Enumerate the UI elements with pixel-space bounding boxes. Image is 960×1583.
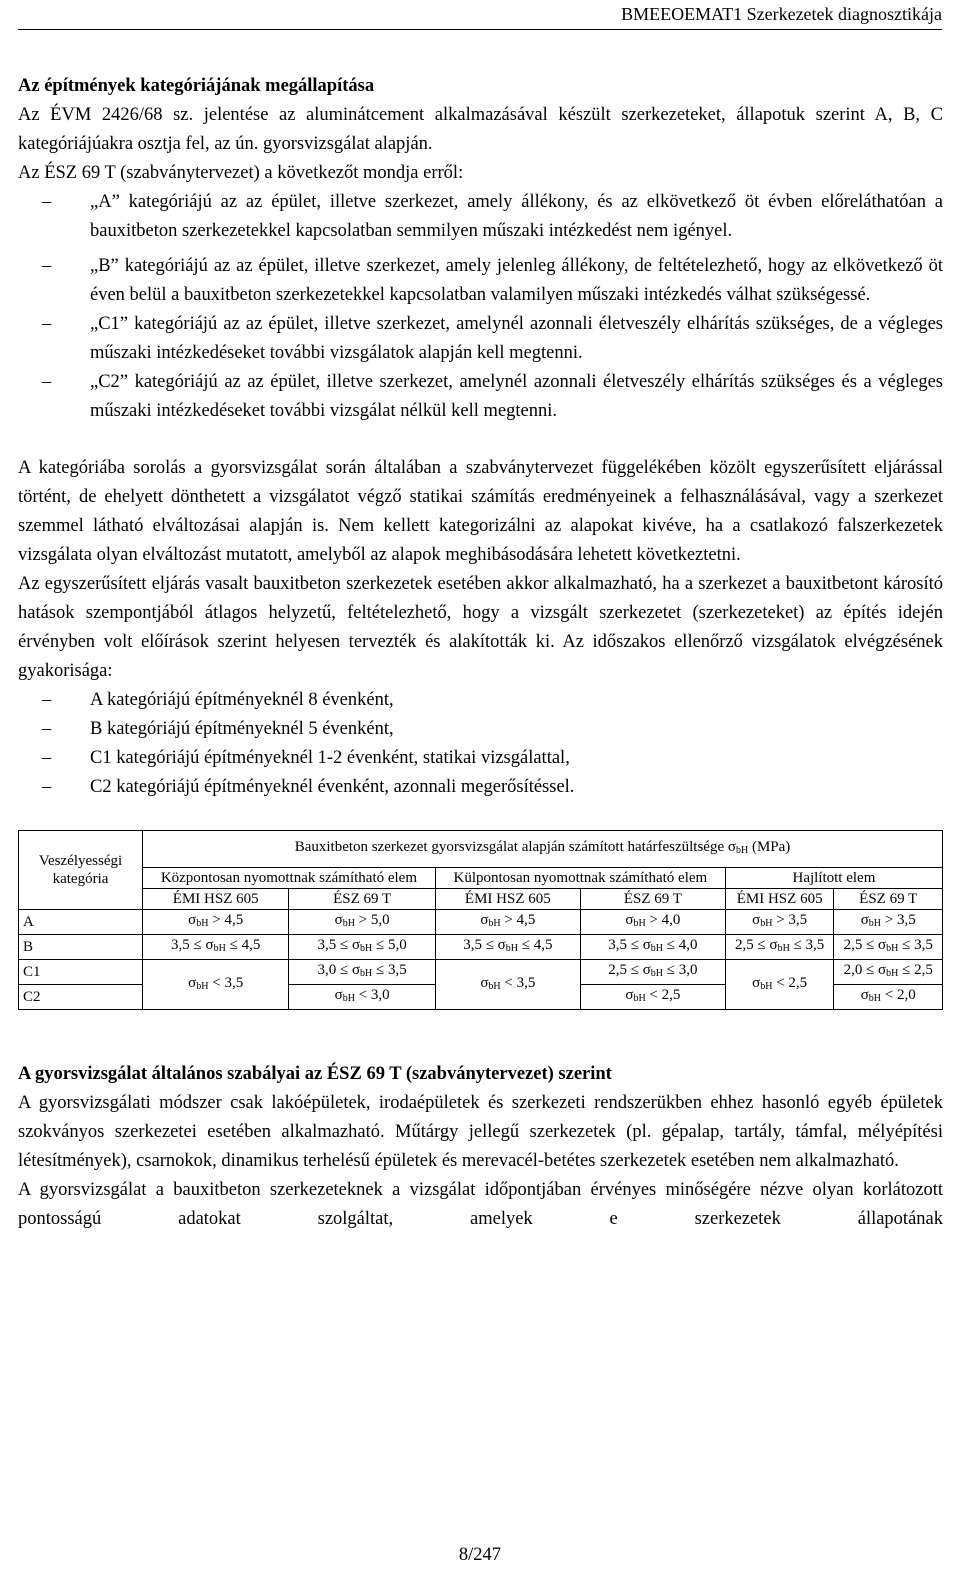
dash-marker: – [42, 372, 52, 392]
dash-marker: – [42, 314, 52, 334]
table-cell: $\sigma_{bH} > 4,5$ [435, 910, 580, 935]
list-item-text: „C2” kategóriájú az az épület, illetve szerkezet, amelynél azonnali életveszély elhárítás szükséges és a végleges műszaki intézkedéseket további vizsgálat nélkül kell megtenni. [90, 372, 943, 421]
row-label: C1 [19, 960, 143, 985]
standard-header: ÉSZ 69 T [834, 889, 943, 910]
dash-marker: – [42, 719, 52, 739]
dash-marker: – [42, 777, 52, 797]
row-label: C2 [19, 985, 143, 1010]
intro-sentence: Az ÉSZ 69 T (szabványtervezet) a következőt mondja erről: [18, 163, 464, 183]
table-cell: $\sigma_{bH} < 2,0$ [834, 985, 943, 1010]
table-cell: $2,5 \le \sigma_{bH} \le 3,5$ [834, 935, 943, 960]
table-row [19, 960, 943, 985]
dash-marker: – [42, 256, 52, 276]
body-paragraph: Az egyszerűsített eljárás vasalt bauxitbeton szerkezetek esetében akkor alkalmazható, ha a szerkezet a bauxitbetont károsító hatások szempontjából átlagos helyzetű, feltételezhető, hogy a vizsgált szerkezetet (szerkezeteket) az építés idején érvényben volt előírások szerint helyesen tervezték és alakították ki. Az időszakos ellenőrző vizsgálatok elvégzésének gyakorisága: [18, 574, 943, 681]
table-cell: $\sigma_{bH} > 4,0$ [580, 910, 725, 935]
dash-marker: – [42, 192, 52, 212]
list-item-text: B kategóriájú építményeknél 5 évenként, [90, 719, 394, 739]
list-item [18, 188, 943, 246]
list-item [18, 310, 943, 368]
table-main-header: Bauxitbeton szerkezet gyorsvizsgálat alapján számított határfeszültsége $\sigma_{bH}$ (MPa) [143, 831, 943, 868]
list-item-text: „B” kategóriájú az az épület, illetve szerkezet, amely jelenleg állékony, de feltételezhető, hogy az elkövetkező öt éven belül a bauxitbeton szerkezetekkel kapcsolatban valamilyen műszaki intézkedés válhat szükségessé. [90, 256, 943, 305]
table-cell: $2,0 \le \sigma_{bH} \le 2,5$ [834, 960, 943, 985]
dash-marker: – [42, 690, 52, 710]
list-item-text: A kategóriájú építményeknél 8 évenként, [90, 690, 394, 710]
category-list [18, 188, 943, 426]
list-item [18, 744, 943, 773]
list-item [18, 773, 943, 802]
list-item-text: C2 kategóriájú építményeknél évenként, azonnali megerősítéssel. [90, 777, 575, 797]
standard-header: ÉMI HSZ 605 [435, 889, 580, 910]
list-item-text: C1 kategóriájú építményeknél 1-2 évenként, statikai vizsgálattal, [90, 748, 570, 768]
table-row [19, 910, 943, 935]
standard-header: ÉSZ 69 T [289, 889, 435, 910]
list-item [18, 686, 943, 715]
dash-marker: – [42, 748, 52, 768]
frequency-list [18, 686, 943, 802]
page-content [18, 72, 943, 1234]
list-item [18, 715, 943, 744]
standard-header: ÉMI HSZ 605 [725, 889, 834, 910]
body-paragraph: A gyorsvizsgálati módszer csak lakóépületek, irodaépületek és szerkezeti rendszerükben ehhez hasonló egyéb épületek szokványos szerkezetei esetében alkalmazható. Műtárgy jellegű szerkezetek (pl. gépalap, tartály, támfal, mélyépítési létesítmények), csarnokok, dinamikus terhelésű épületek és merevacél-betétes szerkezetek esetében nem alkalmazható. [18, 1093, 943, 1171]
body-paragraph: A gyorsvizsgálat a bauxitbeton szerkezeteknek a vizsgálat időpontjában érvényes minőségére nézve olyan korlátozott pontosságú adatokat szolgáltat, amelyek e szerkezetek állapotának [18, 1180, 943, 1229]
table-cell: $\sigma_{bH} > 3,5$ [834, 910, 943, 935]
table-cell: $\sigma_{bH} > 4,5$ [143, 910, 289, 935]
body-paragraph: A kategóriába sorolás a gyorsvizsgálat során általában a szabványtervezet függelékében közölt egyszerűsített eljárással történt, de ehelyett dönthetett a vizsgálatot végző statikai számítás eredményeinek a felhasználásával, vagy a szerkezet szemmel látható elváltozásai alapján is. Nem kellett kategorizálni az alapokat kivéve, ha a csatlakozó falszerkezetek vizsgálata olyan elváltozást mutatott, amelyből az alapok meghibásodására lehetett következtetni. [18, 458, 943, 565]
section-heading: A gyorsvizsgálat általános szabályai az ÉSZ 69 T (szabványtervezet) szerint [18, 1064, 612, 1084]
section-heading: Az építmények kategóriájának megállapítása [18, 76, 375, 96]
header-rule [18, 29, 942, 30]
table-cell-merged: $\sigma_{bH} < 3,5$ [143, 960, 289, 1010]
group-header-central: Központosan nyomottnak számítható elem [143, 868, 436, 889]
row-label: A [19, 910, 143, 935]
table-cell-merged: $\sigma_{bH} < 3,5$ [435, 960, 580, 1010]
table-cell: $\sigma_{bH} > 3,5$ [725, 910, 834, 935]
list-item-text: „C1” kategóriájú az az épület, illetve szerkezet, amelynél azonnali életveszély elhárítás szükséges, de a végleges műszaki intézkedéseket további vizsgálatok alapján kell megtenni. [90, 314, 943, 363]
table-cell: $\sigma_{bH} < 2,5$ [580, 985, 725, 1010]
list-item-text: „A” kategóriájú az az épület, illetve szerkezet, amely állékony, és az elkövetkező öt évben előreláthatóan a bauxitbeton szerkezetekkel kapcsolatban semmilyen műszaki intézkedést nem igényel. [90, 192, 943, 241]
group-header-eccentric: Külpontosan nyomottnak számítható elem [435, 868, 725, 889]
page-number: 8/247 [458, 1545, 502, 1565]
list-item [18, 252, 943, 310]
stress-limit-table [18, 830, 943, 1010]
table-cell: $2,5 \le \sigma_{bH} \le 3,0$ [580, 960, 725, 985]
category-header: Veszélyességi kategória [19, 831, 143, 910]
intro-paragraph: Az ÉVM 2426/68 sz. jelentése az aluminátcement alkalmazásával készült szerkezeteket, állapotuk szerint A, B, C kategóriájúakra osztja fel, az ún. gyorsvizsgálat alapján. [18, 105, 943, 154]
list-item [18, 368, 943, 426]
table-row [19, 935, 943, 960]
group-header-bending: Hajlított elem [725, 868, 942, 889]
table-cell: $\sigma_{bH} > 5,0$ [289, 910, 435, 935]
table-cell: $3,5 \le \sigma_{bH} \le 4,5$ [435, 935, 580, 960]
row-label: B [19, 935, 143, 960]
table-cell: $3,5 \le \sigma_{bH} \le 5,0$ [289, 935, 435, 960]
standard-header: ÉSZ 69 T [580, 889, 725, 910]
table-cell: $3,0 \le \sigma_{bH} \le 3,5$ [289, 960, 435, 985]
table-cell: $3,5 \le \sigma_{bH} \le 4,0$ [580, 935, 725, 960]
header-title: BMEEOEMAT1 Szerkezetek diagnosztikája [621, 4, 942, 24]
table-cell: $2,5 \le \sigma_{bH} \le 3,5$ [725, 935, 834, 960]
table-cell: $3,5 \le \sigma_{bH} \le 4,5$ [143, 935, 289, 960]
table-cell-merged: $\sigma_{bH} < 2,5$ [725, 960, 834, 1010]
table-cell: $\sigma_{bH} < 3,0$ [289, 985, 435, 1010]
standard-header: ÉMI HSZ 605 [143, 889, 289, 910]
